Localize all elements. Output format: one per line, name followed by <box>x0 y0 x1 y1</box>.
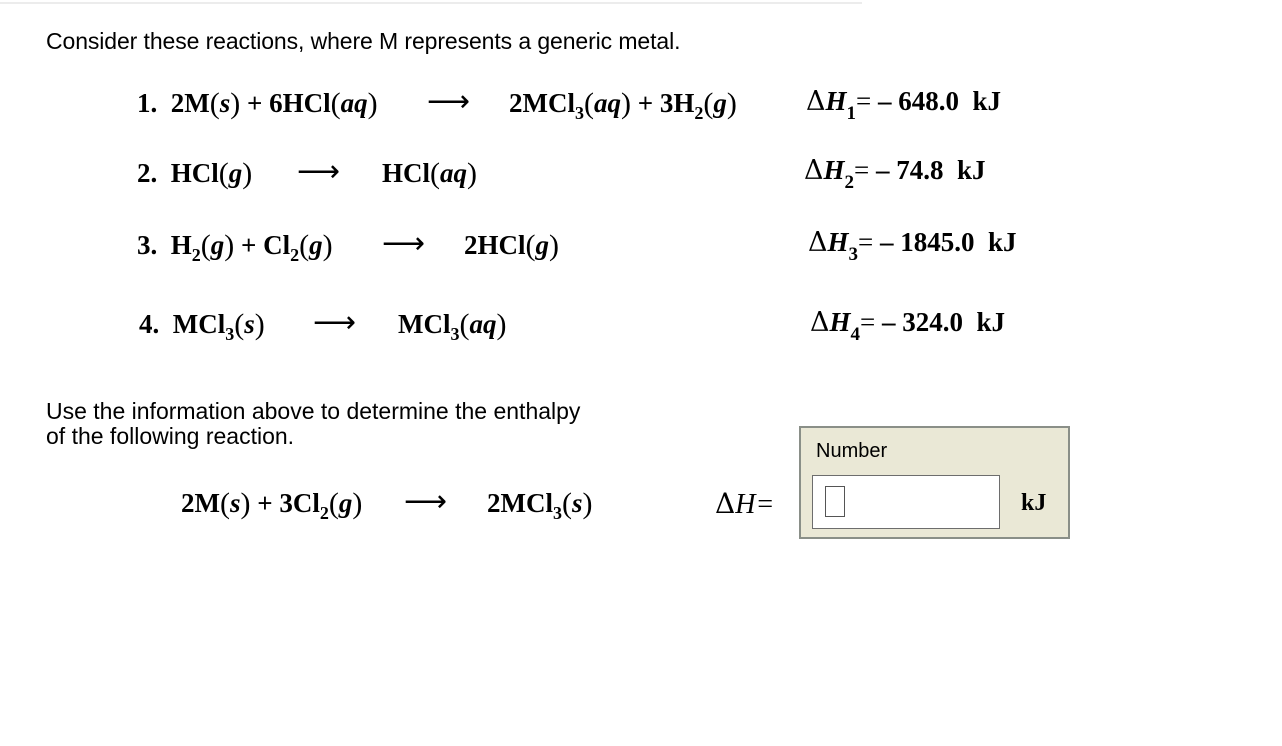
reaction-4-enthalpy-value: – 324.0 <box>882 307 963 337</box>
target-reaction-arrow: ⟶ <box>404 484 448 519</box>
reaction-1-enthalpy-value: – 648.0 <box>878 86 959 116</box>
text-cursor <box>825 486 845 517</box>
target-enthalpy-label: ΔH= <box>715 487 775 520</box>
number-label: Number <box>816 440 888 462</box>
reaction-1-products: $2MCl_3(aq) + 3H_2(g)$ <box>509 87 737 123</box>
reaction-3-enthalpy-value: – 1845.0 <box>880 227 975 257</box>
answer-panel <box>799 426 1070 539</box>
answer-unit: kJ <box>1021 490 1047 516</box>
reaction-4-enthalpy: $\Delta H_4= - 324.0$ kJ <box>810 307 1006 345</box>
reaction-3-products: 2HCl(g) <box>464 229 560 262</box>
reaction-2-number: 2. <box>137 158 158 188</box>
reaction-2-enthalpy: $\Delta H_2= - 74.8$ kJ <box>804 155 986 193</box>
reaction-1-arrow: ⟶ <box>427 84 471 119</box>
reaction-4-number: 4. <box>139 309 160 339</box>
reaction-1-enthalpy: $\Delta H_1= - 648.0$ kJ <box>806 86 1002 124</box>
top-divider <box>0 2 862 4</box>
reaction-3-arrow: ⟶ <box>382 226 426 261</box>
reaction-2-products: HCl(aq) <box>382 157 478 190</box>
reaction-3-number: 3. <box>137 230 158 260</box>
question-text: Use the information above to determine the enthalpy of the following reaction. <box>46 398 581 449</box>
reaction-1-reactants: 1. 2M(s) + 6HCl(aq) <box>137 87 378 120</box>
target-reaction-products: 2MCl$_3$(s) <box>487 487 593 523</box>
target-reaction-reactants: $2M(s) + 3Cl_2(g)$ <box>181 487 363 523</box>
reaction-2-reactants: 2. HCl(g) <box>137 157 253 190</box>
reaction-3-reactants: 3. $H_2(g) + Cl_2(g)$ <box>137 229 333 265</box>
intro-text: Consider these reactions, where M represents a generic metal. <box>46 28 681 54</box>
reaction-2-enthalpy-value: – 74.8 <box>876 155 944 185</box>
reaction-4-arrow: ⟶ <box>313 305 357 340</box>
reaction-1-number: 1. <box>137 88 158 118</box>
reaction-2-arrow: ⟶ <box>297 154 341 189</box>
reaction-4-reactants: 4. MCl$_3$(s) <box>139 308 265 344</box>
reaction-3-enthalpy: $\Delta H_3= - 1845.0$ kJ <box>808 227 1017 265</box>
reaction-4-products: MCl$_3$(aq) <box>398 308 507 344</box>
